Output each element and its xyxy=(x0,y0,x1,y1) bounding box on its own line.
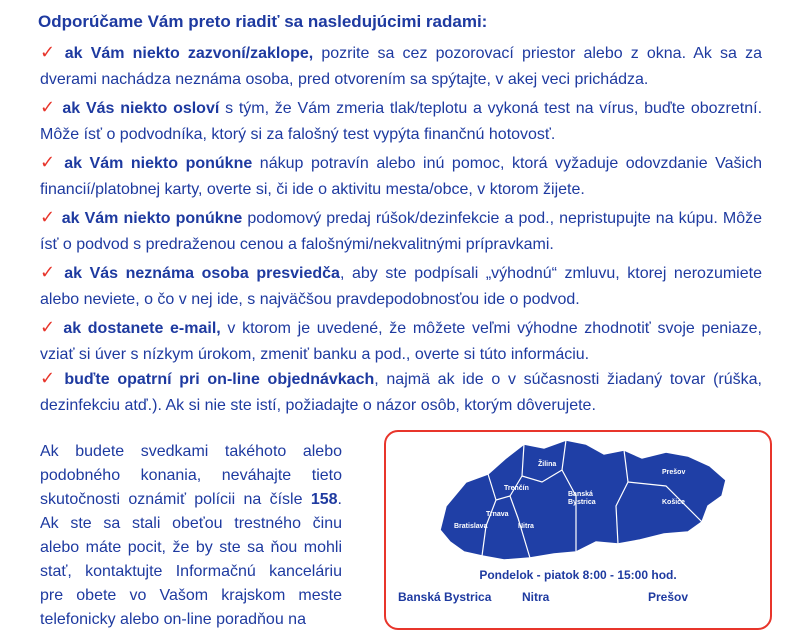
tip-text: s tým, že Vám zmeria tlak/teplotu a vykoná test na vírus, buďte obozretní. Môže ísť o podvodníka, ktorý si za falošný test vypýta finančnú hotovosť. xyxy=(40,100,763,143)
tip-text: pozrite sa cez pozorovací priestor alebo z okna. Ak sa za dverami nachádza neznáma osoba, pred otvorením sa spýtajte, v akej veci prichádza. xyxy=(40,45,762,88)
report-paragraph xyxy=(40,440,342,632)
tip-item xyxy=(40,40,762,93)
victim-support-info-box xyxy=(384,430,772,630)
office-hours: Pondelok - piatok 8:00 - 15:00 hod. xyxy=(479,568,677,582)
check-icon: ✓ xyxy=(40,97,57,118)
check-icon: ✓ xyxy=(40,317,58,338)
city-label: Žilina xyxy=(538,461,557,468)
check-icon: ✓ xyxy=(40,368,59,389)
tip-item xyxy=(40,95,762,148)
tip-bold-text: ak Vám niekto zazvoní/zaklope, xyxy=(64,45,314,62)
tip-item xyxy=(40,150,762,203)
city-label: Košice xyxy=(662,499,685,506)
tip-bold-text: ak Vám niekto ponúkne xyxy=(61,210,243,227)
page-heading: Odporúčame Vám preto riadiť sa nasledujúcimi radami: xyxy=(38,12,488,31)
office-city: Banská Bystrica xyxy=(398,590,492,604)
tip-item xyxy=(40,366,762,419)
check-icon: ✓ xyxy=(40,207,56,228)
office-city: Nitra xyxy=(522,590,550,604)
office-city: Prešov xyxy=(648,590,689,604)
tip-text: , aby ste podpísali „výhodnú“ zmluvu, ktorej nerozumiete alebo neviete, o čo v nej ide, s najväčšou pravdepodobnosťou ide o podvod. xyxy=(40,265,762,308)
tip-bold-text: buďte opatrní pri on-line objednávkach xyxy=(64,371,375,388)
tip-item xyxy=(40,260,762,313)
tip-bold-text: ak Vás neznáma osoba presviedča xyxy=(64,265,340,282)
tip-text: nákup potravín alebo inú pomoc, ktorá vyžaduje odovzdanie Vašich financií/platobnej karty, overte si, či ide o aktivitu mesta/obce, v ktorom žijete. xyxy=(40,155,763,198)
check-icon: ✓ xyxy=(40,152,59,173)
police-phone-number: 158 xyxy=(310,491,338,508)
check-icon: ✓ xyxy=(40,42,59,63)
tip-bold-text: ak Vás niekto osloví xyxy=(62,100,220,117)
city-label: Prešov xyxy=(662,469,686,476)
city-label: Bratislava xyxy=(454,523,488,530)
city-label: Nitra xyxy=(518,523,534,530)
tip-item xyxy=(40,205,762,258)
tip-text: , najmä ak ide o v súčasnosti žiadaný tovar (rúška, dezinfekciu atď.). Ak si nie ste istí, požiadajte o názor osôb, ktorým dôverujete. xyxy=(40,371,762,414)
tip-bold-text: ak dostanete e-mail, xyxy=(63,320,221,337)
slovakia-regions-map xyxy=(426,436,734,564)
report-text-after: . Ak ste sa stali obeťou trestného činu alebo máte pocit, že by ste sa ňou mohli stať, kontaktujte Informačnú kanceláriu pre obete vo Vašom krajskom meste telefonicky alebo on-line poradňou na xyxy=(40,491,342,628)
tip-item xyxy=(40,315,762,368)
report-text-before: Ak budete svedkami takéhoto alebo podobného konania, neváhajte tieto skutočnosti oznámiť polícii na čísle xyxy=(40,443,342,508)
tip-text: v ktorom je uvedené, že môžete veľmi výhodne zhodnotiť svoje peniaze, vziať si úver s nízkym úrokom, zmeniť banku a pod., overte si túto informáciu. xyxy=(40,320,762,363)
city-label: Trnava xyxy=(486,511,509,518)
city-label: Trenčín xyxy=(504,485,529,492)
tip-text: podomový predaj rúšok/dezinfekcie a pod., nepristupujte na kúpu. Môže ísť o podvod s predraženou cenou a falošnými/nekvalitnými prípravkami. xyxy=(40,210,763,253)
tip-bold-text: ak Vám niekto ponúkne xyxy=(64,155,253,172)
city-label: Bystrica xyxy=(568,499,596,506)
check-icon: ✓ xyxy=(40,262,59,283)
city-label: Banská xyxy=(568,491,593,498)
